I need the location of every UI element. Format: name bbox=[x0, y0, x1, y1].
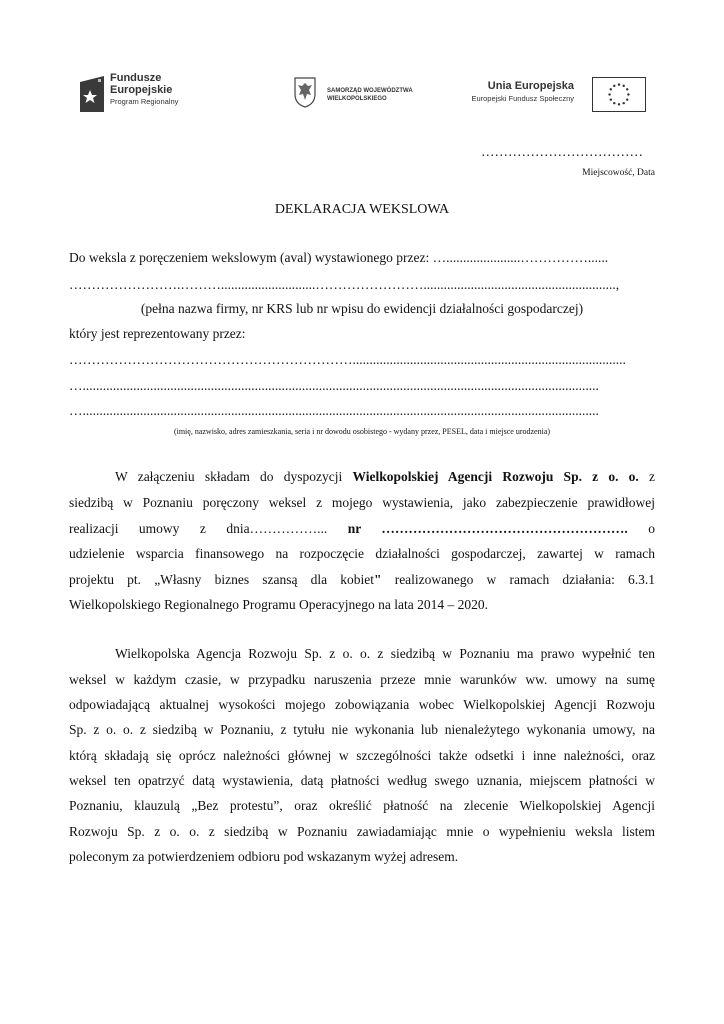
agency-name-bold: Wielkopolskiej Agencji Rozwoju Sp. z o. o. bbox=[352, 469, 639, 484]
represented-by-label: który jest reprezentowany przez: bbox=[69, 326, 246, 341]
place-date-label: Miejscowość, Data bbox=[582, 168, 655, 178]
issuer-line: Do weksla z poręczeniem wekslowym (aval) wystawionego przez: …......................……………...... bbox=[69, 250, 609, 265]
fundusze-europejskie-logo bbox=[80, 72, 200, 118]
issuer-dots-line: …………………….………............................……………………........................................................., bbox=[69, 277, 620, 292]
p1-line4: udzielenie wsparcia finansowego na rozpoczęcie działalności gospodarczej, zawartej w ramach bbox=[69, 546, 655, 561]
representative-dots-1: ………………………………………………………................................................................................. bbox=[69, 352, 626, 367]
eu-sub: Europejski Fundusz Społeczny bbox=[471, 94, 574, 103]
document-title: DEKLARACJA WEKSLOWA bbox=[274, 202, 450, 217]
eu-flag-icon bbox=[592, 77, 646, 112]
p2-line1: Wielkopolska Agencja Rozwoju Sp. z o. o. z siedzibą w Poznaniu ma prawo wypełnić ten bbox=[115, 646, 655, 661]
unia-europejska-logo bbox=[468, 77, 646, 113]
p2-line7: Poznaniu, klauzulą „Bez protestu”, oraz określić płatność na zlecenie Wielkopolskiej Agencji bbox=[69, 798, 655, 813]
p2-line6: weksel ten opatrzyć datą wystawienia, datą płatności według swego uznania, miejscem płatności w bbox=[69, 773, 655, 788]
person-hint: (imię, nazwisko, adres zamieszkania, seria i nr dowodu osobistego - wydany przez, PESEL, data i miejsce urodzenia) bbox=[173, 427, 551, 436]
p2-line5: którą składają się oprócz należności głównej w szczególności także odsetki i inne należności, oraz bbox=[69, 748, 655, 763]
p1-line6: Wielkopolskiego Regionalnego Programu Operacyjnego na lata 2014 – 2020. bbox=[69, 597, 488, 612]
p1-line1: W załączeniu składam do dyspozycji Wielkopolskiej Agencji Rozwoju Sp. z o. o. z bbox=[115, 469, 656, 484]
fe-line3: Program Regionalny bbox=[110, 97, 179, 106]
fe-line1: Fundusze bbox=[110, 72, 162, 84]
eu-name: Unia Europejska bbox=[487, 80, 574, 92]
p2-line3: odpowiadającą aktualnej wysokości mojego zobowiązania wobec Wielkopolskiej Agencji Rozwoju bbox=[69, 697, 655, 712]
fe-line2: Europejskie bbox=[110, 84, 173, 96]
place-date-dots: ……………………………… bbox=[481, 144, 643, 159]
fe-star-icon bbox=[80, 76, 104, 112]
p1-line5: projektu pt. „Własny biznes szansą dla kobiet" realizowanego w ramach działania: 6.3.1 bbox=[69, 572, 655, 587]
p2-line2: weksel w każdym czasie, w przypadku naruszenia przeze mnie warunków ww. umowy na sumę bbox=[69, 672, 655, 687]
representative-dots-2: …......................................................................................................................................................... bbox=[69, 378, 599, 393]
p2-line9: poleconym za potwierdzeniem odbioru pod wskazanym wyżej adresem. bbox=[69, 849, 459, 864]
representative-dots-3: …......................................................................................................................................................... bbox=[69, 403, 599, 418]
sw-line2: WIELKOPOLSKIEGO bbox=[327, 96, 387, 102]
company-hint: (pełna nazwa firmy, nr KRS lub nr wpisu do ewidencji działalności gospodarczej) bbox=[140, 301, 584, 316]
p2-line8: Rozwoju Sp. z o. o. z siedzibą w Poznaniu zawiadamiając mnie o wypełnieniu weksla listem bbox=[69, 824, 655, 839]
samorzad-logo bbox=[293, 76, 433, 116]
header-logos bbox=[0, 66, 724, 126]
p2-line4: Sp. z o. o. z siedzibą w Poznaniu, z tytułu nie wykonania lub nienależytego wykonania umowy, na bbox=[69, 722, 655, 737]
sw-line1: SAMORZĄD WOJEWÓDZTWA bbox=[327, 88, 413, 94]
p1-line3: realizacji umowy z dnia……………... nr ………………………………………………. o bbox=[69, 521, 656, 536]
agreement-number-bold: nr ………………………………………………. bbox=[347, 521, 628, 536]
p1-line2: siedzibą w Poznaniu poręczony weksel z mojego wystawienia, jako zabezpieczenie prawidłowej bbox=[69, 495, 655, 510]
eagle-crest-icon bbox=[293, 76, 317, 108]
